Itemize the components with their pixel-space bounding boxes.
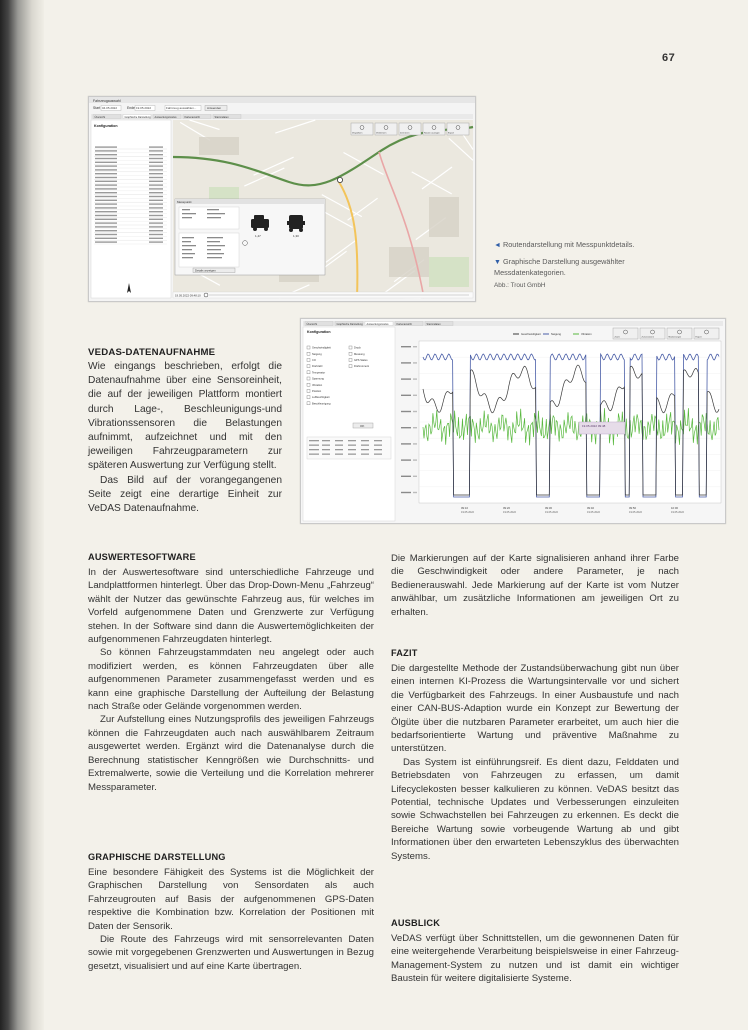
statistics-cell <box>348 454 356 455</box>
list-row-value <box>149 146 163 147</box>
config-panel-title: Konfiguration <box>94 124 118 128</box>
y-tick-label-secondary <box>413 362 417 363</box>
map-toolbar-label: Verkleinern <box>376 132 387 135</box>
caption-arrow-down-icon: ▼ <box>494 259 501 266</box>
chart-checkbox[interactable] <box>307 389 310 392</box>
chart-checkbox[interactable] <box>307 352 310 355</box>
chart-checkbox[interactable] <box>307 358 310 361</box>
popup-field-value <box>207 217 221 218</box>
auswertesoftware-text <box>88 566 374 794</box>
popup-field-label <box>182 217 192 218</box>
statistics-cell <box>322 454 330 455</box>
list-row-text <box>95 226 117 227</box>
list-row-text <box>95 222 117 223</box>
x-tick-label: 10:00 <box>671 506 678 510</box>
y-tick-label-secondary <box>413 378 417 379</box>
page-number: 67 <box>662 52 676 64</box>
start-label: Start <box>93 106 101 110</box>
y-tick-label-secondary <box>413 492 417 493</box>
list-row-value <box>149 219 163 220</box>
map-built-area <box>199 137 239 155</box>
popup-field-value <box>207 209 219 210</box>
popup-field-label <box>182 249 192 250</box>
chart-checkbox[interactable] <box>349 346 352 349</box>
x-tick-label: 09:10 <box>461 506 468 510</box>
chart-checkbox-label: Position <box>312 390 322 393</box>
chart-checkbox-label: CO <box>312 359 316 362</box>
list-row-text <box>95 158 117 159</box>
popup-field-label <box>182 257 193 258</box>
list-row-text <box>95 165 117 166</box>
list-row-text <box>95 181 117 182</box>
end-date-value: 19.05.2022 <box>136 106 152 111</box>
statistics-cell <box>361 449 369 450</box>
y-tick-label <box>401 378 411 379</box>
chart-toolbar-label: Zurücksetzen <box>641 336 654 339</box>
x-tick-date: 19.05.2022 <box>461 511 474 514</box>
popup-field-label <box>182 209 190 210</box>
statistics-cell <box>322 445 330 446</box>
chart-checkbox-label: Temperatur <box>312 371 326 375</box>
image-credit: Abb.: Trout GmbH <box>494 282 546 289</box>
popup-field-value <box>207 249 221 250</box>
map-built-area <box>389 247 429 277</box>
popup-field-label <box>182 245 196 246</box>
y-tick-label <box>401 346 411 347</box>
list-row-text <box>95 196 117 197</box>
popup-field-label <box>182 237 194 238</box>
statistics-cell <box>348 440 356 441</box>
heading-vedas: VEDAS-DATENAUFNAHME <box>88 347 216 358</box>
vedas-paragraph-1: Wie eingangs beschrieben, erfolgt die Datenaufnahme über eine Sensoreinheit, die auf der jeweiligen Plattform montiert durch Lage-, Beschleunigungs-und Vibrationssensoren die Belastungen aufnimmt, aufzeichnet und mit den jeweiligen Fahrzeugparametern zur späteren Auswertung zur Verfügung stellt. <box>88 361 282 472</box>
x-tick-date: 19.05.2022 <box>671 511 684 514</box>
caption-route-text: Routendarstellung mit Messpunktdetails. <box>502 240 635 249</box>
chart-toolbar-label: Markierungen <box>668 336 682 339</box>
graphische-text <box>88 866 374 973</box>
statistics-cell <box>361 445 369 446</box>
statistics-cell <box>335 445 343 446</box>
apply-button-label: Anwenden <box>207 106 222 111</box>
y-tick-label <box>401 492 411 493</box>
list-row-value <box>149 238 163 239</box>
y-tick-label-secondary <box>413 395 417 396</box>
map-toolbar-label: Vergrößern <box>352 132 363 135</box>
chart-checkbox-label: Geschwindigkeit <box>312 346 331 350</box>
ausblick-paragraph-1: VeDAS verfügt über Schnittstellen, um die gewonnenen Daten für eine weitergehende Verarbeitung beispielsweise in einer Fahrzeug-Management-System zu nutzen und ist damit ein wichtiger Baustein für weitere digitalisierte Systeme. <box>391 933 679 985</box>
list-row-value <box>149 154 163 155</box>
list-row-text <box>95 150 117 151</box>
chart-tab-label: Stammdaten <box>426 322 441 326</box>
map-tab-label: Auswertungsmodus <box>154 115 177 119</box>
heading-fazit: FAZIT <box>391 648 418 658</box>
chart-checkbox[interactable] <box>307 371 310 374</box>
list-row-value <box>149 241 163 242</box>
statistics-cell <box>322 449 330 450</box>
auswertesoftware-paragraph-2: So können Fahrzeugstammdaten neu angelegt oder auch modifiziert werden, es können Fahrzeugdaten über alle aufgenommenen Parameter zusammengefasst werden und es kann eine graphische Darstellung der Aufteilung der Belastung nach Straße oder Gelände vorgenommen werden. <box>88 647 374 713</box>
statistics-cell <box>309 454 319 455</box>
statistics-cell <box>374 440 382 441</box>
time-display: 19.05.2022 09:48:10 <box>175 293 201 298</box>
start-date-value: 04.05.2022 <box>102 106 118 111</box>
y-tick-label-secondary <box>413 427 417 428</box>
graphische-paragraph-1: Eine besondere Fähigkeit des Systems ist die Möglichkeit der Graphischen Darstellung von Sensordaten als auch Fahrzeugrouten auf Basis der aufgenommenen GPS-Daten respektive die Kombination bzw. Korrelation der Positionen mit Daten der Sensorik. <box>88 867 374 932</box>
list-row-value <box>149 165 163 166</box>
list-row-text <box>95 215 117 216</box>
popup-field-value <box>207 213 225 214</box>
y-tick-label <box>401 362 411 363</box>
chart-checkbox-label: Luftfeuchtigkeit <box>312 396 330 400</box>
list-row-value <box>149 200 163 201</box>
chart-checkbox-label: Spannung <box>312 377 324 381</box>
statistics-cell <box>361 440 369 441</box>
chart-checkbox[interactable] <box>349 365 352 368</box>
y-tick-label-secondary <box>413 476 417 477</box>
list-row-text <box>95 162 117 163</box>
caption-chart <box>494 257 684 278</box>
chart-checkbox-label: Messung <box>354 352 365 356</box>
map-built-area <box>429 197 459 237</box>
list-row-text <box>95 234 117 235</box>
vedas-text <box>88 360 282 516</box>
vehicle-b-value: 1,30 <box>293 234 299 238</box>
list-row-value <box>149 192 163 193</box>
popup-field-label <box>182 253 195 254</box>
list-row-value <box>149 173 163 174</box>
statistics-cell <box>309 445 319 446</box>
end-label: Ende <box>127 106 135 110</box>
list-row-text <box>95 207 117 208</box>
popup-title: Messpunkt <box>177 200 192 204</box>
statistics-cell <box>335 454 343 455</box>
list-row-value <box>149 234 163 235</box>
window-title: Fahrzeugauswahl <box>93 99 121 103</box>
chart-checkbox-label: GPS Status <box>354 359 368 362</box>
list-row-text <box>95 200 117 201</box>
sensor-chart-screenshot <box>300 318 726 524</box>
fazit-paragraph-1: Die dargestellte Methode der Zustandsüberwachung gibt nun über einen internen KI-Prozess die Wartungsintervalle vor und sichert die Verfügbarkeit des Fahrzeugs. In einer Ausbaustufe und nach einer CAN-BUS-Adaption wurde ein Konzept zur Bewertung der Ölgüte über die nutzbaren Parameter erarbeitet, um auch hier die bedarfsorientierte Wartung und präventive Maßnahme zu unterstützen. <box>391 663 679 755</box>
map-green-area <box>429 257 469 287</box>
chart-checkbox[interactable] <box>307 396 310 399</box>
y-tick-label-secondary <box>413 346 417 347</box>
list-row-text <box>95 154 117 155</box>
y-tick-label-secondary <box>413 443 417 444</box>
chart-checkbox-label: Druck <box>354 346 361 350</box>
book-spine-shadow <box>0 0 44 1030</box>
chart-checkbox[interactable] <box>307 365 310 368</box>
x-tick-label: 09:30 <box>545 506 552 510</box>
popup-field-value <box>207 253 224 254</box>
vehicle-dropdown-value: Fahrzeug auswählen... <box>166 106 197 111</box>
list-row-text <box>95 230 117 231</box>
heading-graphische: GRAPHISCHE DARSTELLUNG <box>88 852 226 862</box>
heading-ausblick: AUSBLICK <box>391 918 441 928</box>
caption-arrow-left-icon: ◄ <box>494 242 501 249</box>
chart-toolbar-label: Zoom <box>614 336 620 339</box>
chart-tab-label: Kartenansicht <box>396 322 412 326</box>
auswertesoftware-paragraph-1: In der Auswertesoftware sind unterschiedliche Fahrzeuge und Landplattformen hinterlegt. Über das Drop-Down-Menu „Fahrzeug“ wählt der Nutzer das gewünschte Fahrzeug aus, für welches im Vorfeld aufgenommene Daten und Grenzwerte zur Verfügung stehen. In der Software sind dann die Auswertemöglichkeiten der aufgenommenen Fahrzeugdaten hinterlegt. <box>88 567 374 646</box>
chart-tooltip-text: 19.05.2022 09:48 <box>582 424 606 428</box>
map-toolbar-label: Zentrieren <box>400 132 410 135</box>
chart-toolbar-label: Export <box>695 336 702 339</box>
list-row-text <box>95 177 117 178</box>
chart-checkbox[interactable] <box>307 377 310 380</box>
chart-checkbox-label: Drehmoment <box>354 365 369 369</box>
y-tick-label <box>401 411 411 412</box>
list-row-value <box>149 203 163 204</box>
popup-field-label <box>182 213 196 214</box>
list-row-value <box>149 188 163 189</box>
list-row-value <box>149 169 163 170</box>
statistics-cell <box>361 454 369 455</box>
map-tab-label: Stammdaten <box>214 115 229 119</box>
chart-config-panel <box>303 327 395 521</box>
map-tab-label: Graphische Darstellung <box>124 115 151 119</box>
y-tick-label-secondary <box>413 411 417 412</box>
y-tick-label <box>401 395 411 396</box>
list-row-value <box>149 211 163 212</box>
list-row-value <box>149 226 163 227</box>
x-tick-date: 19.05.2022 <box>503 511 516 514</box>
y-tick-label <box>401 459 411 460</box>
list-row-value <box>149 158 163 159</box>
x-tick-date: 19.05.2022 <box>587 511 600 514</box>
statistics-cell <box>374 454 382 455</box>
popup-details-button-label: Details anzeigen <box>195 268 216 273</box>
popup-field-value <box>207 245 225 246</box>
statistics-cell <box>348 449 356 450</box>
chart-checkbox[interactable] <box>307 346 310 349</box>
list-row-text <box>95 219 117 220</box>
chart-checkbox-label: Beschleunigung <box>312 402 331 406</box>
list-row-value <box>149 177 163 178</box>
route-map-screenshot <box>88 96 476 302</box>
map-tab-label: Kartenansicht <box>184 115 200 119</box>
caption-route <box>494 240 684 251</box>
popup-field-value <box>207 241 220 242</box>
y-tick-label <box>401 443 411 444</box>
chart-checkbox[interactable] <box>349 358 352 361</box>
list-row-value <box>149 207 163 208</box>
map-tab-label: Übersicht <box>94 115 106 119</box>
list-row-value <box>149 162 163 163</box>
chart-tab-label: Graphische Darstellung <box>336 322 363 326</box>
list-row-value <box>149 196 163 197</box>
x-tick-date: 19.05.2022 <box>545 511 558 514</box>
list-row-value <box>149 215 163 216</box>
x-tick-label: 09:40 <box>587 506 594 510</box>
statistics-cell <box>335 440 343 441</box>
chart-checkbox-label: Vibration <box>312 383 323 387</box>
ausblick-text <box>391 932 679 986</box>
graphische-paragraph-2: Die Route des Fahrzeugs wird mit sensorrelevanten Daten sowie mit vorgegebenen Grenzwerten und Auswertungen in Bezug gesetzt, visualisiert und auf eine Karte übertragen. <box>88 934 374 972</box>
statistics-cell <box>374 449 382 450</box>
statistics-cell <box>309 440 319 441</box>
list-row-text <box>95 211 117 212</box>
chart-checkbox-label: Neigung <box>312 352 322 356</box>
y-tick-label-secondary <box>413 459 417 460</box>
chart-tab-label: Übersicht <box>306 322 318 326</box>
legend-label: Vibration <box>581 333 592 337</box>
legend-label: Neigung <box>551 333 562 337</box>
statistics-cell <box>309 449 319 450</box>
chart-checkbox[interactable] <box>349 352 352 355</box>
y-tick-label <box>401 476 411 477</box>
caption-chart-text: Graphische Darstellung ausgewählter Messdatenkategorien. <box>494 257 625 277</box>
x-tick-label: 09:50 <box>629 506 636 510</box>
list-row-value <box>149 181 163 182</box>
right-intro-text <box>391 552 679 619</box>
statistics-cell <box>335 449 343 450</box>
timeline-play-icon[interactable] <box>204 293 208 297</box>
x-tick-date: 19.05.2022 <box>629 511 642 514</box>
list-row-text <box>95 169 117 170</box>
popup-field-label <box>182 241 191 242</box>
list-row-text <box>95 188 117 189</box>
heading-auswertesoftware: AUSWERTESOFTWARE <box>88 552 196 562</box>
chart-ok-button-label: OK <box>360 423 365 428</box>
chart-checkbox[interactable] <box>307 383 310 386</box>
popup-field-value <box>207 237 223 238</box>
list-row-text <box>95 192 117 193</box>
legend-label: Geschwindigkeit <box>521 333 541 337</box>
chart-checkbox-label: Drehzahl <box>312 365 323 369</box>
chart-checkbox[interactable] <box>307 402 310 405</box>
fazit-text <box>391 662 679 863</box>
x-tick-label: 09:20 <box>503 506 510 510</box>
list-row-text <box>95 184 117 185</box>
map-toolbar-label: Export <box>448 132 455 135</box>
chart-tab-label: Auswertungsmodus <box>366 322 389 326</box>
statistics-cell <box>374 445 382 446</box>
chart-config-title: Konfiguration <box>307 330 331 334</box>
measurement-point-marker[interactable] <box>337 177 342 182</box>
right-intro-paragraph: Die Markierungen auf der Karte signalisieren anhand ihrer Farbe die Geschwindigkeit oder andere Parameter, je nach Bedienerauswahl. Jede Markierung auf der Karte ist vom Nutzer anwählbar, um zusätzliche Informationen am jeweiligen Ort zu erhalten. <box>391 553 679 618</box>
list-row-value <box>149 230 163 231</box>
list-row-text <box>95 241 117 242</box>
list-row-text <box>95 238 117 239</box>
auswertesoftware-paragraph-3: Zur Aufstellung eines Nutzungsprofils des jeweiligen Fahrzeugs können die Fahrzeugdaten auch nach auswählbarem Zeitraum ausgewertet werden. Ergänzt wird die Datenanalyse durch die Berechnung statistischer Kenngrößen wie Durchschnitts- und Extremalwerte, sowie die Verteilung und die Korrelation mehrerer Messparameter. <box>88 714 374 793</box>
list-row-text <box>95 173 117 174</box>
list-row-value <box>149 150 163 151</box>
vehicle-a-value: 1,47 <box>255 234 261 238</box>
fazit-paragraph-2: Das System ist einführungsreif. Es dient dazu, Felddaten und Betriebsdaten von Fahrzeugen zu erfassen, um damit Lifecyclekosten besser kalkulieren zu können. VeDAS besitzt das Potential, technische Updates und Verbesserungen einzuleiten sowie Schwachstellen bei Fahrzeugen zu erkennen. Es deckt die Bereiche Wartung sowie vorbeugende Wartung ab und gibt Informationen über den erwarteten Lebenszyklus des überwachten Systems. <box>391 756 679 862</box>
list-row-value <box>149 222 163 223</box>
list-row-value <box>149 184 163 185</box>
statistics-cell <box>348 445 356 446</box>
map-toolbar-label: Routen anzeigen <box>424 132 440 135</box>
y-tick-label <box>401 427 411 428</box>
statistics-cell <box>322 440 330 441</box>
vedas-paragraph-2: Das Bild auf der vorangegangenen Seite zeigt eine derartige Einheit zur VeDAS Datenaufnahme. <box>88 474 282 515</box>
list-row-text <box>95 146 117 147</box>
list-row-text <box>95 203 117 204</box>
popup-field-value <box>207 257 222 258</box>
